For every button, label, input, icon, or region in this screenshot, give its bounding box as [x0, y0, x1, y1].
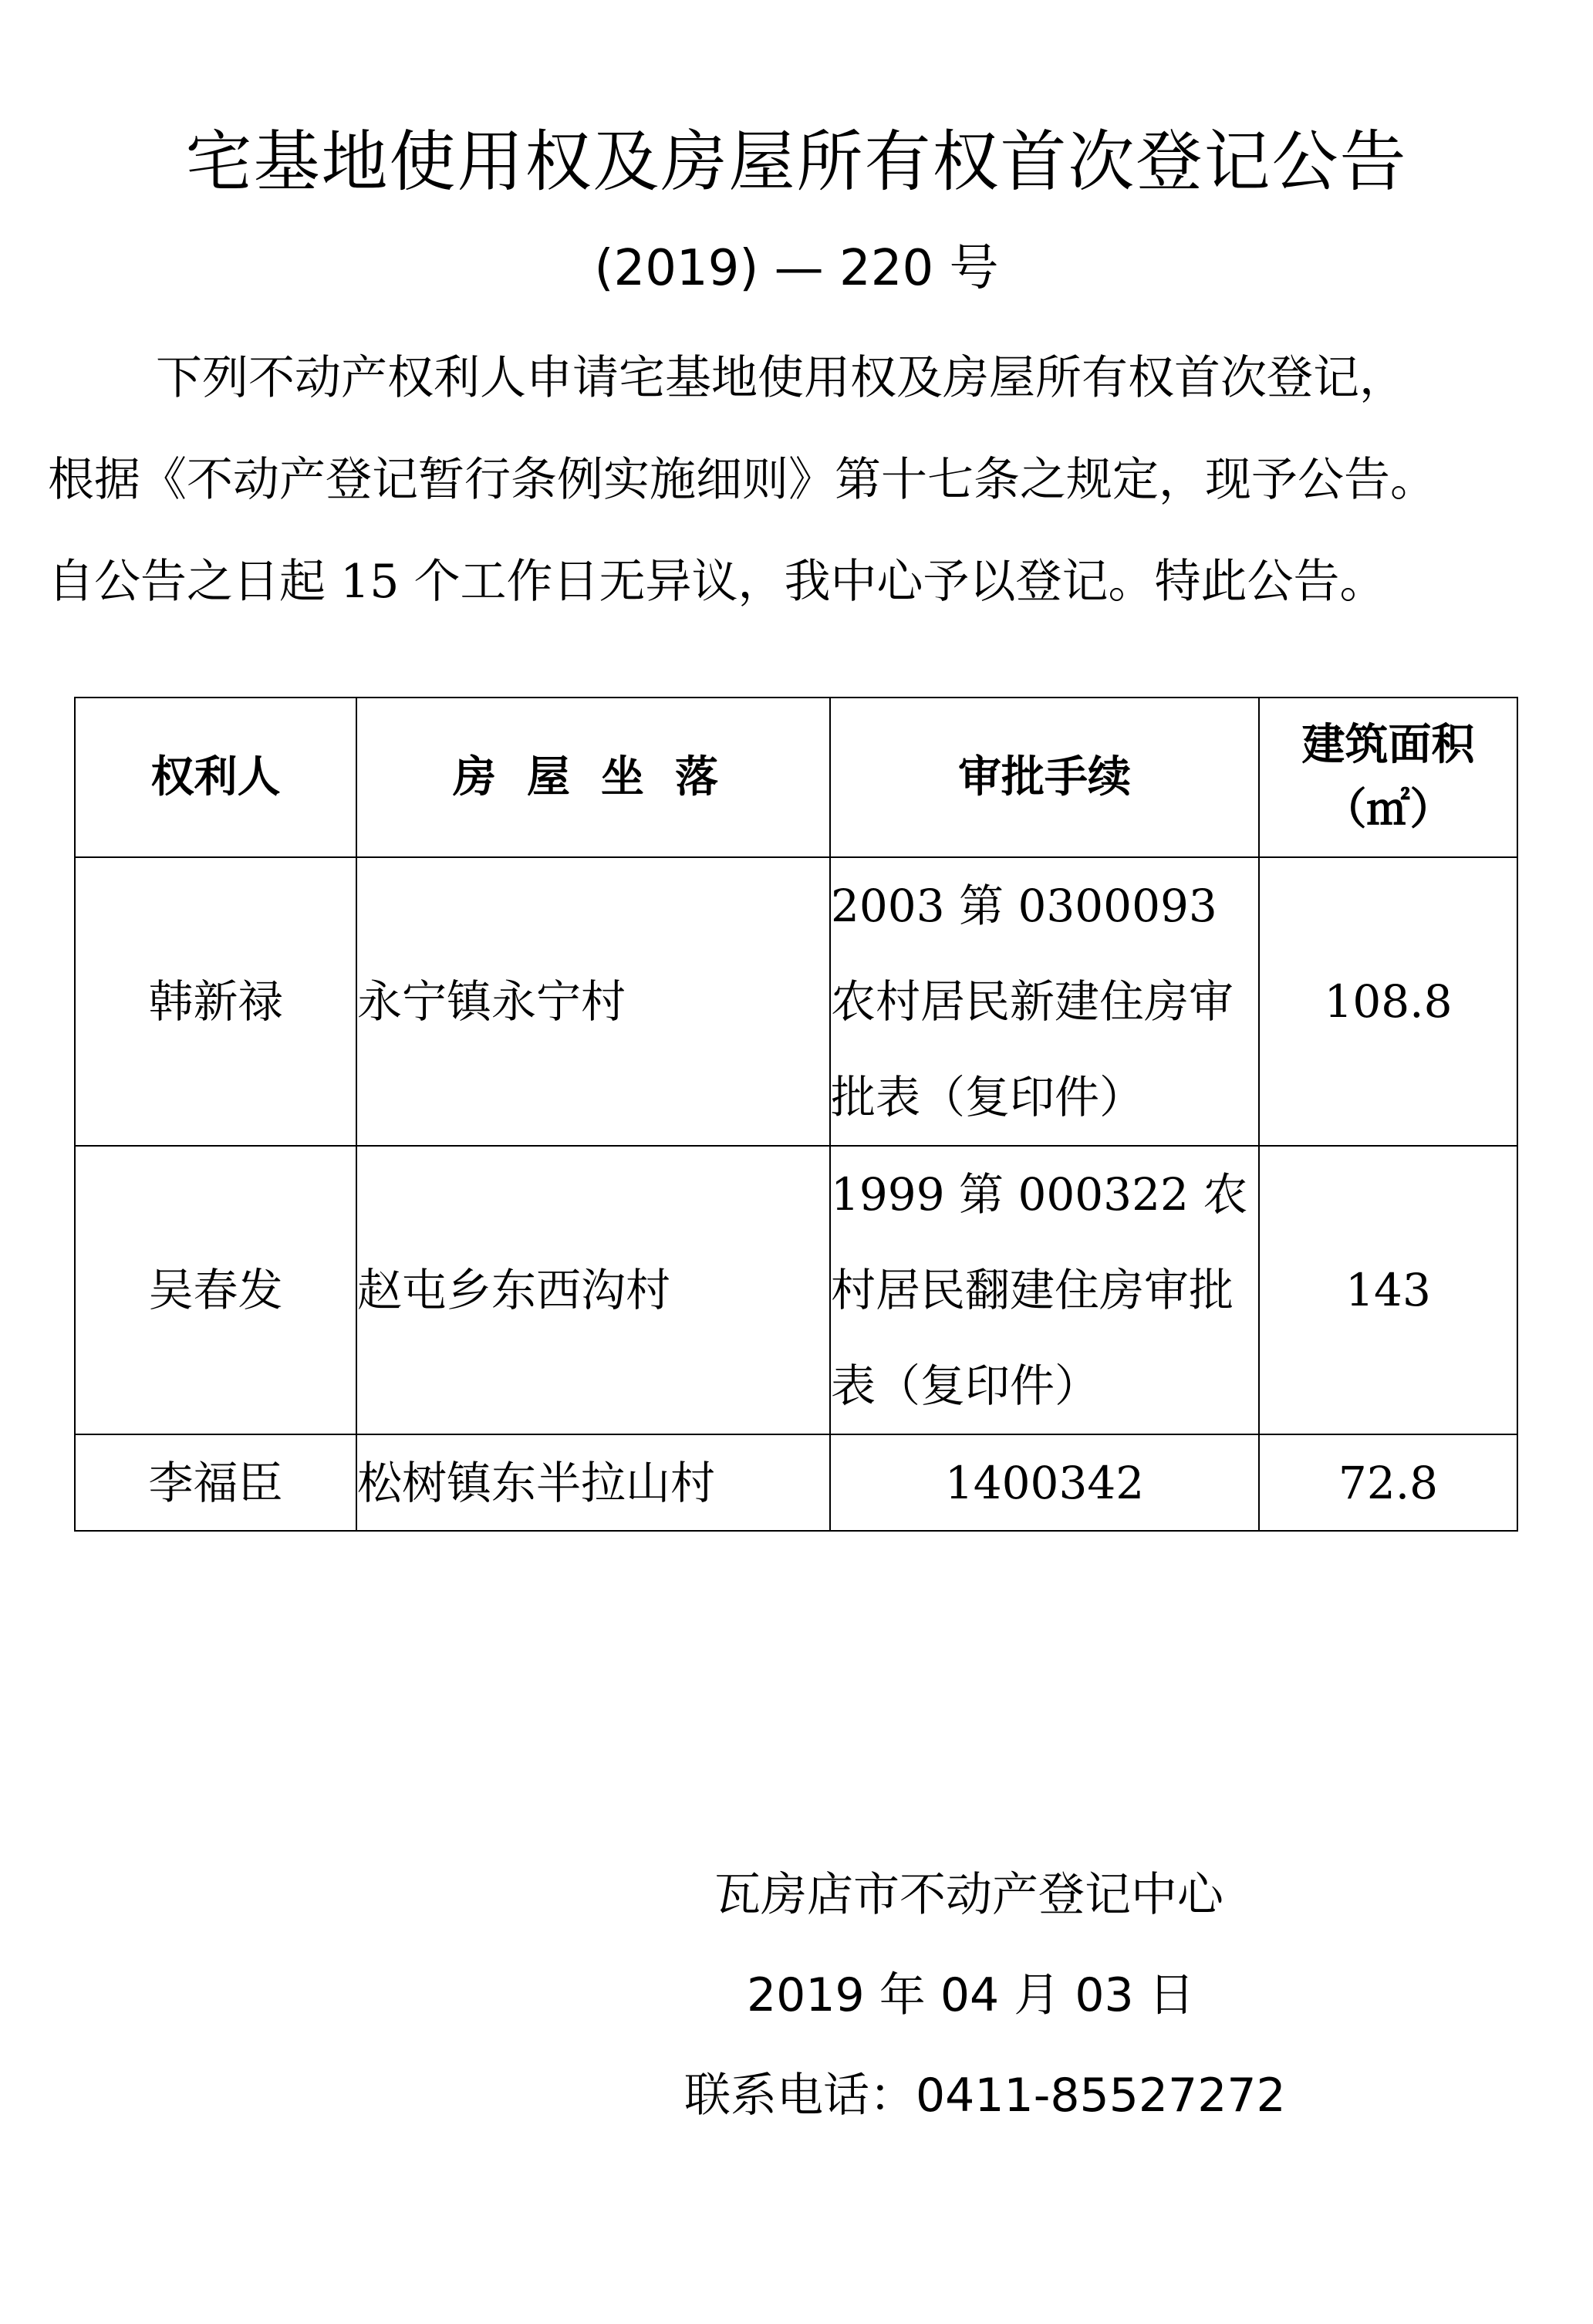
- header-area-unit: （㎡）: [1323, 784, 1453, 835]
- owner-cell: 吴春发: [75, 1146, 356, 1434]
- approval-cell: 2003 第 0300093 农村居民新建住房审批表（复印件）: [830, 857, 1259, 1146]
- body-line-1: 下列不动产权利人申请宅基地使用权及房屋所有权首次登记，: [156, 351, 1406, 405]
- header-area: [1259, 698, 1517, 857]
- location-cell: 赵屯乡东西沟村: [356, 1146, 830, 1434]
- table-row: [75, 1434, 1517, 1531]
- body-line-3: 自公告之日起 15 个工作日无异议，我中心予以登记。特此公告。: [48, 555, 1386, 609]
- contact-phone: 联系电话：0411-85527272: [684, 2069, 1286, 2123]
- body-line-2: 根据《不动产登记暂行条例实施细则》第十七条之规定，现予公告。: [48, 453, 1436, 507]
- issue-date: 2019 年 04 月 03 日: [747, 1968, 1195, 2022]
- location-cell: 永宁镇永宁村: [356, 857, 830, 1146]
- approval-cell: 1999 第 000322 农村居民翻建住房审批表（复印件）: [830, 1146, 1259, 1434]
- table-row: [75, 857, 1517, 1146]
- area-cell: 108.8: [1259, 857, 1517, 1146]
- owner-cell: 李福臣: [75, 1434, 356, 1531]
- table-row: [75, 1146, 1517, 1434]
- document-number: (2019) — 220 号: [594, 240, 999, 297]
- header-owner: 权利人: [75, 698, 356, 857]
- table-header-row: [75, 698, 1517, 857]
- issuing-organization: 瓦房店市不动产登记中心: [714, 1868, 1223, 1922]
- area-cell: 143: [1259, 1146, 1517, 1434]
- page-title: 宅基地使用权及房屋所有权首次登记公告: [185, 123, 1408, 201]
- header-approval: 审批手续: [830, 698, 1259, 857]
- header-location: 房屋坐落: [356, 698, 830, 857]
- header-area-label: 建筑面积: [1301, 719, 1475, 770]
- area-cell: 72.8: [1259, 1434, 1517, 1531]
- registration-table: [74, 697, 1518, 1532]
- location-cell: 松树镇东半拉山村: [356, 1434, 830, 1531]
- owner-cell: 韩新禄: [75, 857, 356, 1146]
- approval-cell: 1400342: [830, 1434, 1259, 1531]
